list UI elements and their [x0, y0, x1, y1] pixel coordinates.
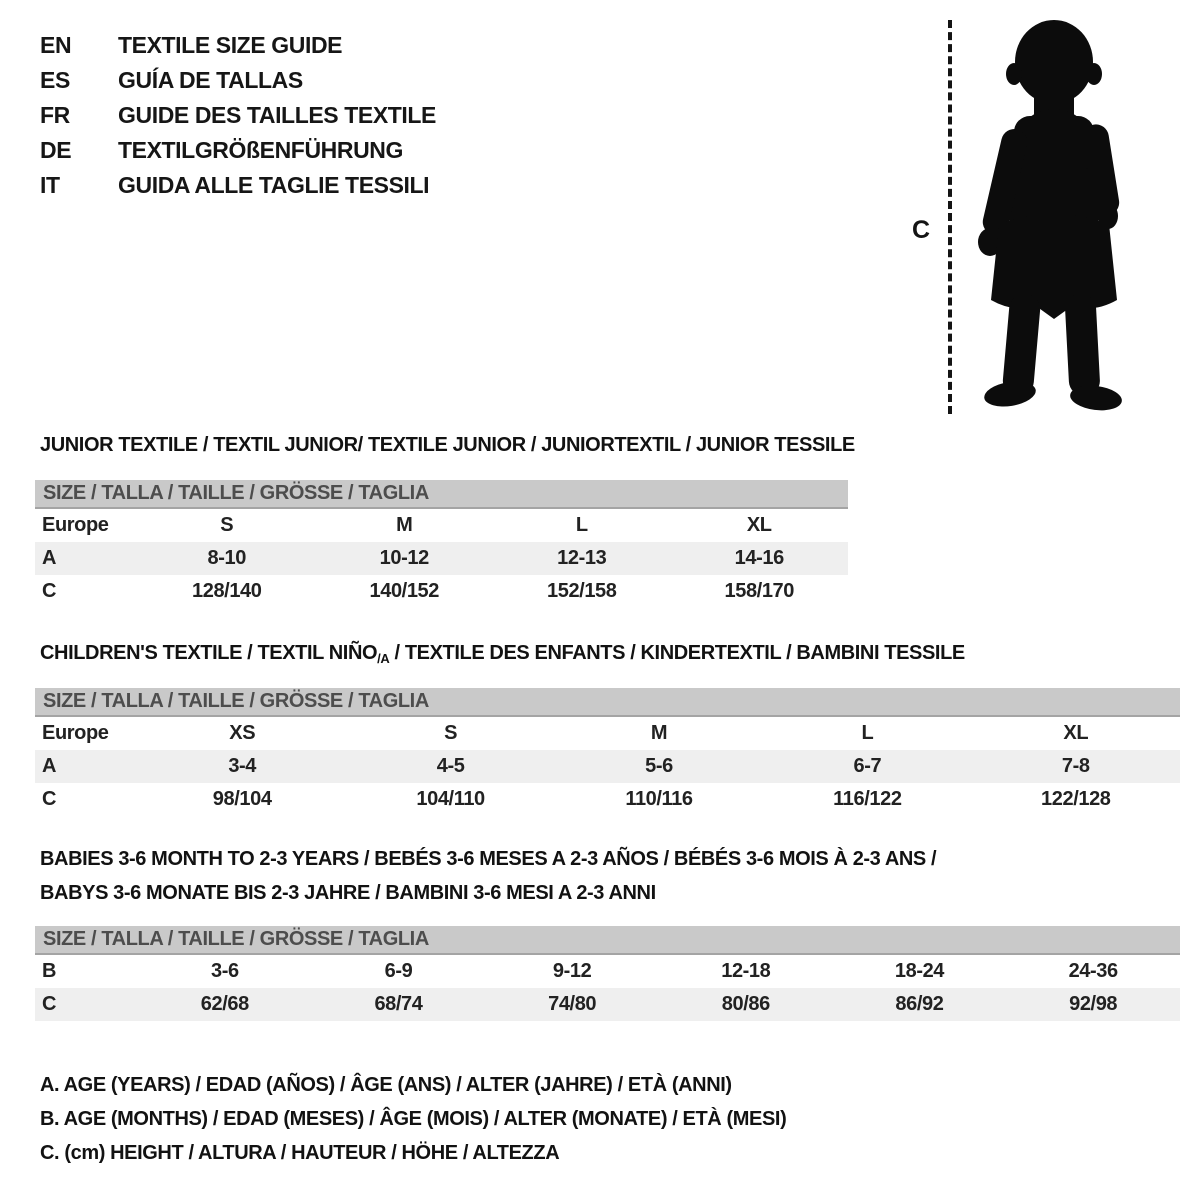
table-cell: C — [42, 993, 57, 1015]
table-cell: XL — [746, 514, 772, 536]
babies-section-title-line2: BABYS 3-6 MONATE BIS 2-3 JAHRE / BAMBINI 3-6 MESI A 2-3 ANNI — [40, 882, 656, 904]
language-row-es — [40, 63, 436, 98]
table-row — [35, 509, 848, 542]
table-cell: 18-24 — [894, 960, 945, 982]
junior-size-table — [35, 480, 848, 608]
language-title: GUIDA ALLE TAGLIE TESSILI — [118, 172, 430, 198]
table-row — [35, 575, 848, 608]
language-code: DE — [40, 137, 72, 163]
table-cell: A — [42, 547, 57, 569]
table-cell: L — [861, 722, 874, 744]
junior-section-title: JUNIOR TEXTILE / TEXTIL JUNIOR/ TEXTILE JUNIOR / JUNIORTEXTIL / JUNIOR TESSILE — [40, 434, 855, 456]
table-row — [35, 542, 848, 575]
measurement-legend — [40, 1068, 786, 1170]
table-cell: 110/116 — [625, 788, 693, 810]
table-cell: 14-16 — [734, 547, 784, 569]
children-title-sub: /A — [377, 651, 390, 666]
children-title-pre: CHILDREN'S TEXTILE / TEXTIL NIÑO — [40, 642, 378, 664]
table-cell: 3-4 — [228, 755, 257, 777]
baby-silhouette-icon — [966, 16, 1136, 416]
table-cell: 86/92 — [895, 993, 944, 1015]
children-size-table — [35, 688, 1180, 816]
size-table-header: SIZE / TALLA / TAILLE / GRÖSSE / TAGLIA — [35, 480, 848, 509]
height-measure-label: C — [912, 216, 931, 244]
babies-size-table — [35, 926, 1180, 1021]
legend-line-c: C. (cm) HEIGHT / ALTURA / HAUTEUR / HÖHE / ALTEZZA — [40, 1142, 560, 1164]
language-row-fr — [40, 98, 436, 133]
table-cell: 122/128 — [1041, 788, 1111, 810]
table-cell: M — [650, 722, 668, 744]
table-cell: A — [42, 755, 57, 777]
language-title: GUIDE DES TAILLES TEXTILE — [118, 102, 436, 128]
language-code: EN — [40, 32, 72, 58]
legend-line-a: A. AGE (YEARS) / EDAD (AÑOS) / ÂGE (ANS) / ALTER (JAHRE) / ETÀ (ANNI) — [40, 1074, 732, 1096]
table-cell: Europe — [42, 514, 109, 536]
table-cell: 80/86 — [721, 993, 770, 1015]
language-title: GUÍA DE TALLAS — [118, 67, 303, 93]
babies-section-title-line1: BABIES 3-6 MONTH TO 2-3 YEARS / BEBÉS 3-6 MESES A 2-3 AÑOS / BÉBÉS 3-6 MOIS À 2-3 ANS / — [40, 848, 937, 870]
table-cell: C — [42, 788, 57, 810]
language-title: TEXTILGRÖßENFÜHRUNG — [118, 137, 403, 163]
table-row — [35, 988, 1180, 1021]
table-cell: Europe — [42, 722, 109, 744]
table-cell: S — [444, 722, 458, 744]
table-cell: 6-9 — [384, 960, 413, 982]
table-cell: M — [396, 514, 413, 536]
size-table-header: SIZE / TALLA / TAILLE / GRÖSSE / TAGLIA — [35, 688, 1180, 717]
language-title-list — [40, 28, 436, 203]
table-cell: 68/74 — [374, 993, 423, 1015]
table-cell: 104/110 — [416, 788, 485, 810]
table-cell: 74/80 — [548, 993, 597, 1015]
table-cell: 116/122 — [833, 788, 902, 810]
table-cell: 7-8 — [1061, 755, 1090, 777]
legend-line-b: B. AGE (MONTHS) / EDAD (MESES) / ÂGE (MOIS) / ALTER (MONATE) / ETÀ (MESI) — [40, 1108, 787, 1130]
language-row-de — [40, 133, 436, 168]
table-cell: 12-13 — [557, 547, 607, 569]
table-cell: XL — [1063, 722, 1089, 744]
table-cell: 128/140 — [192, 580, 262, 602]
table-cell: 12-18 — [721, 960, 771, 982]
language-row-en — [40, 28, 436, 63]
language-row-it — [40, 168, 436, 203]
table-row — [35, 750, 1180, 783]
size-table-header: SIZE / TALLA / TAILLE / GRÖSSE / TAGLIA — [35, 926, 1180, 955]
table-cell: B — [42, 960, 57, 982]
table-cell: 8-10 — [207, 547, 246, 569]
table-cell: 98/104 — [212, 788, 272, 810]
table-row — [35, 783, 1180, 816]
table-cell: 158/170 — [724, 580, 794, 602]
language-code: ES — [40, 67, 70, 93]
table-cell: XS — [229, 722, 256, 744]
language-code: FR — [40, 102, 70, 128]
table-cell: 10-12 — [379, 547, 429, 569]
table-cell: C — [42, 580, 57, 602]
table-row — [35, 955, 1180, 988]
table-cell: 92/98 — [1069, 993, 1118, 1015]
table-cell: 152/158 — [547, 580, 617, 602]
language-title: TEXTILE SIZE GUIDE — [118, 32, 343, 58]
height-dashed-line — [948, 20, 952, 414]
table-cell: 5-6 — [645, 755, 673, 777]
language-code: IT — [40, 172, 60, 198]
table-cell: 6-7 — [853, 755, 882, 777]
children-title-post: / TEXTILE DES ENFANTS / KINDERTEXTIL / BAMBINI TESSILE — [389, 642, 965, 664]
table-cell: 3-6 — [210, 960, 239, 982]
table-cell: 62/68 — [200, 993, 249, 1015]
children-section-title — [40, 642, 965, 666]
table-cell: 4-5 — [436, 755, 465, 777]
table-cell: 140/152 — [369, 580, 439, 602]
table-cell: S — [220, 514, 234, 536]
table-row — [35, 717, 1180, 750]
table-cell: 24-36 — [1068, 960, 1118, 982]
table-cell: 9-12 — [552, 960, 592, 982]
table-cell: L — [575, 514, 588, 536]
